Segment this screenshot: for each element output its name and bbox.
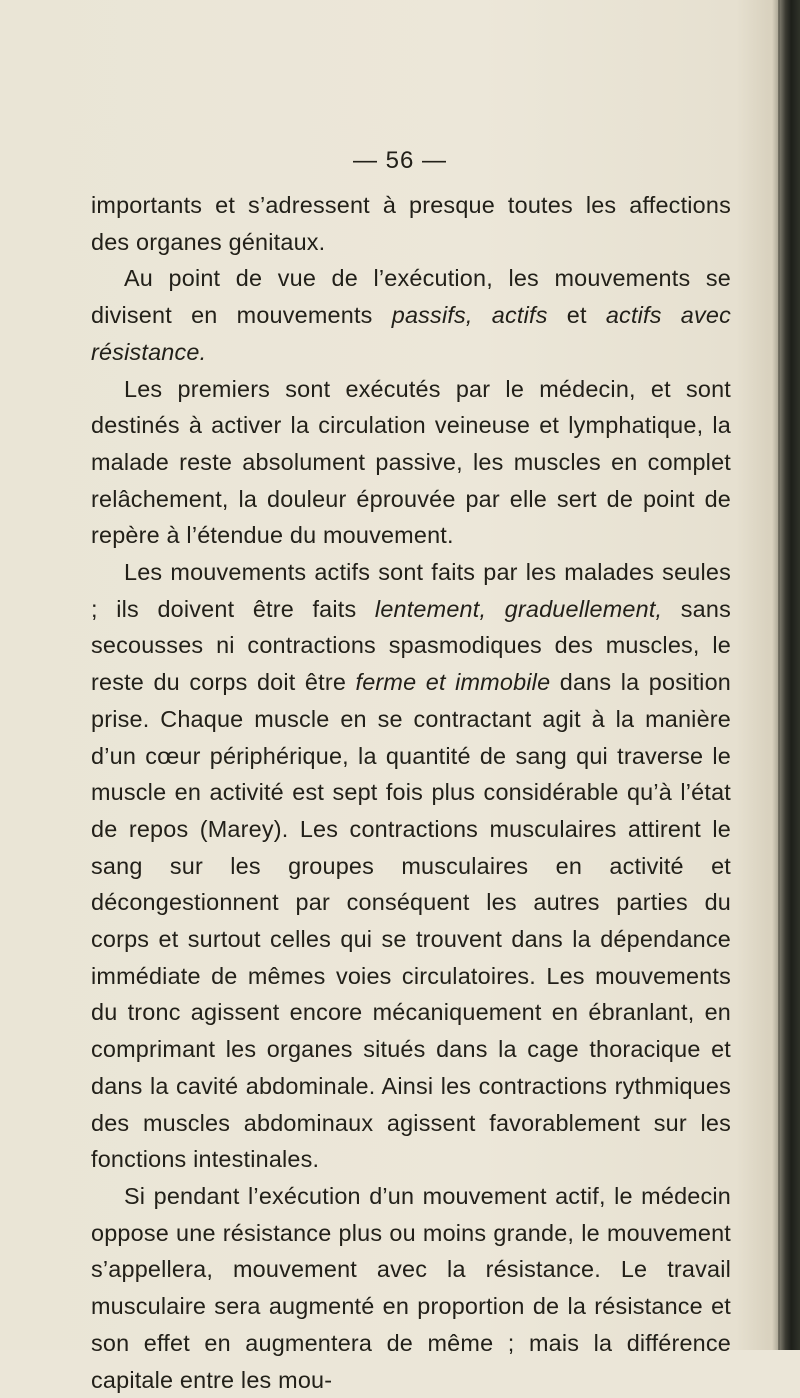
paragraph <box>91 260 731 370</box>
italic-text-segment: actifs avec résistance. <box>91 302 732 365</box>
text-segment: Au point de vue de l’exécution, les mouvements se divisent en mouvements <box>91 265 731 329</box>
text-segment: Les mouvements actifs sont faits par les malades seules ; ils doivent être faits <box>91 559 731 622</box>
italic-text-segment: passifs, actifs <box>391 302 548 329</box>
paragraph <box>91 554 731 1178</box>
paragraph <box>91 187 731 260</box>
page-number: — 56 — <box>352 147 448 174</box>
text-segment: sans secousses ni contractions spasmodiques des muscles, le reste du corps doit être <box>91 595 731 696</box>
text-segment: Si pendant l’exécution d’un mouvement actif, le médecin oppose une résistance plus ou moins grande, le mouvement s’appellera, mouvement avec la résistance. Le travail musculaire sera augmenté en proportion de la résistance et son effet en augmentera de même ; mais la différence capitale entre les mou- <box>91 1182 731 1393</box>
italic-text-segment: ferme et immobile <box>355 669 551 696</box>
paragraph <box>91 371 731 555</box>
page-binding-edge <box>778 0 800 1350</box>
text-segment: importants et s’adressent à presque toutes les affections des organes génitaux. <box>91 192 731 255</box>
text-segment: et <box>547 302 606 329</box>
paragraph <box>91 1178 731 1398</box>
italic-text-segment: lentement, graduellement, <box>374 595 663 622</box>
body-text <box>91 187 731 1398</box>
text-segment: Les premiers sont exécutés par le médecin, et sont destinés à activer la circulation veineuse et lymphatique, la malade reste absolument passive, les muscles en complet relâchement, la douleur éprouvée par elle sert de point de repère à l’étendue du mouvement. <box>91 375 731 549</box>
text-segment: dans la position prise. Chaque muscle en se contractant agit à la manière d’un cœur périphérique, la quantité de sang qui traverse le muscle en activité est sept fois plus considérable qu’à l’état de repos (Marey). Les contractions musculaires attirent le sang sur les groupes musculaires en activité et décongestionnent par conséquent les autres parties du corps et surtout celles qui se trouvent dans la dépendance immédiate de mêmes voies circulatoires. Les mouvements du tronc agissent encore mécaniquement en ébranlant, en comprimant les organes situés dans la cage thoracique et dans la cavité abdominale. Ainsi les contractions rythmiques des muscles abdominaux agissent favorablement sur les fonctions intestinales. <box>91 669 732 1173</box>
